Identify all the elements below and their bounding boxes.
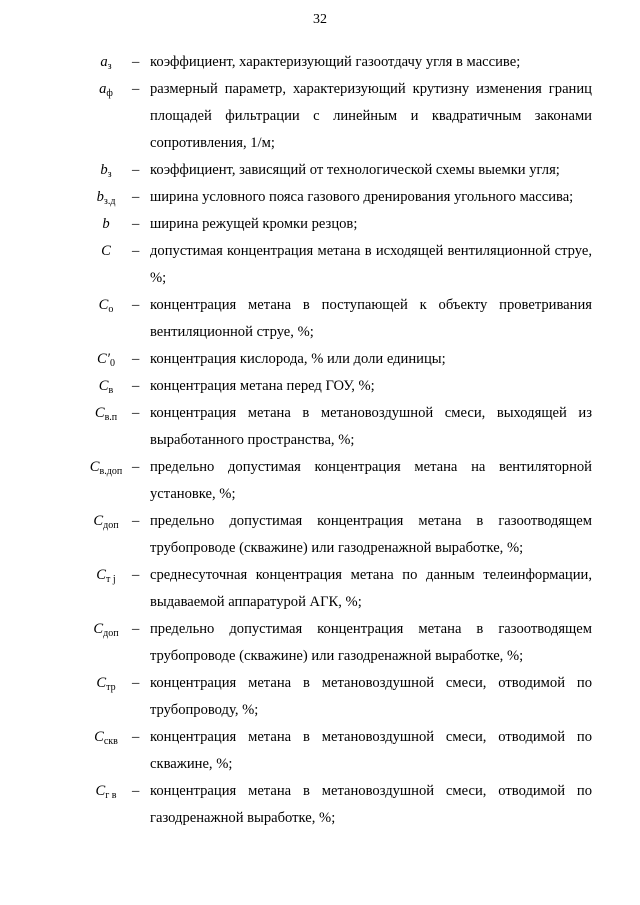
glossary-entry bbox=[0, 373, 640, 400]
entry-dash: – bbox=[132, 729, 140, 745]
page-number: 32 bbox=[313, 12, 327, 27]
entry-dash: – bbox=[132, 378, 140, 394]
entry-dash: – bbox=[132, 81, 140, 97]
entry-symbol: $a_ф$ bbox=[99, 81, 113, 99]
glossary-entry bbox=[0, 49, 640, 76]
entry-symbol: $C_{скв}$ bbox=[94, 729, 118, 747]
glossary-entry bbox=[0, 724, 640, 778]
glossary-entry bbox=[0, 211, 640, 238]
glossary-entry bbox=[0, 670, 640, 724]
glossary-entry bbox=[0, 238, 640, 292]
entry-symbol: $C_{доп}$ bbox=[93, 621, 119, 639]
glossary-entry bbox=[0, 292, 640, 346]
entry-symbol: $b_з$ bbox=[100, 162, 112, 180]
glossary-entry bbox=[0, 616, 640, 670]
entry-symbol: $C_{доп}$ bbox=[93, 513, 119, 531]
entry-definition: концентрация метана в метановоздушной смеси, отводимой по скважине, %; bbox=[150, 729, 592, 772]
entry-dash: – bbox=[132, 783, 140, 799]
glossary-entry bbox=[0, 562, 640, 616]
entry-definition: предельно допустимая концентрация метана в газоотводящем трубопроводе (скважине) или газодренажной выработке, %; bbox=[150, 621, 592, 664]
entry-definition: предельно допустимая концентрация метана на вентиляторной установке, %; bbox=[150, 459, 592, 502]
entry-definition: предельно допустимая концентрация метана в газоотводящем трубопроводе (скважине) или газодренажной выработке, %; bbox=[150, 513, 592, 556]
glossary-entry bbox=[0, 508, 640, 562]
entry-dash: – bbox=[132, 351, 140, 367]
entry-dash: – bbox=[132, 513, 140, 529]
entry-dash: – bbox=[132, 675, 140, 691]
entry-definition: среднесуточная концентрация метана по данным телеинформации, выдаваемой аппаратурой АГК, %; bbox=[150, 567, 592, 610]
entry-symbol: $C_{г в}$ bbox=[95, 783, 117, 801]
entry-symbol: $C_в$ bbox=[98, 378, 114, 396]
entry-symbol: $a_з$ bbox=[100, 54, 112, 72]
glossary-entry bbox=[0, 454, 640, 508]
entry-dash: – bbox=[132, 54, 140, 70]
entry-symbol: $C_{в.доп}$ bbox=[89, 459, 123, 477]
entry-dash: – bbox=[132, 405, 140, 421]
entry-dash: – bbox=[132, 621, 140, 637]
glossary-entry bbox=[0, 778, 640, 832]
entry-definition: концентрация метана в метановоздушной смеси, отводимой по газодренажной выработке, %; bbox=[150, 783, 592, 826]
entry-definition: концентрация метана в метановоздушной смеси, отводимой по трубопроводу, %; bbox=[150, 675, 592, 718]
entry-definition: концентрация метана в метановоздушной смеси, выходящей из выработанного пространства, %; bbox=[150, 405, 592, 448]
entry-dash: – bbox=[132, 243, 140, 259]
entry-dash: – bbox=[132, 162, 140, 178]
entry-symbol: $C_{в.п}$ bbox=[94, 405, 118, 423]
entry-symbol: C bbox=[101, 243, 111, 259]
entry-definition: ширина условного пояса газового дренирования угольного массива; bbox=[150, 189, 574, 205]
glossary-entry bbox=[0, 346, 640, 373]
glossary-entry bbox=[0, 184, 640, 211]
entry-symbol: $C_{т j}$ bbox=[96, 567, 116, 585]
entry-dash: – bbox=[132, 459, 140, 475]
entry-definition: коэффициент, характеризующий газоотдачу угля в массиве; bbox=[150, 54, 521, 70]
entry-symbol: $C'_0$ bbox=[97, 351, 115, 369]
glossary-entry bbox=[0, 400, 640, 454]
entry-dash: – bbox=[132, 297, 140, 313]
entry-definition: концентрация кислорода, % или доли единицы; bbox=[150, 351, 446, 367]
entry-symbol: $C_о$ bbox=[98, 297, 114, 315]
entry-symbol: $C_{тр}$ bbox=[96, 675, 116, 693]
entry-definition: концентрация метана перед ГОУ, %; bbox=[150, 378, 375, 394]
entry-definition: коэффициент, зависящий от технологической схемы выемки угля; bbox=[150, 162, 560, 178]
entry-dash: – bbox=[132, 189, 140, 205]
entry-definition: концентрация метана в поступающей к объекту проветривания вентиляционной струе, %; bbox=[150, 297, 592, 340]
entry-definition: размерный параметр, характеризующий крутизну изменения границ площадей фильтрации с линейным и квадратичным законами сопротивления, 1/м; bbox=[150, 81, 592, 151]
entry-symbol: b bbox=[102, 216, 110, 232]
symbol-glossary bbox=[0, 49, 640, 832]
entry-symbol: $b_{з.д}$ bbox=[96, 189, 116, 207]
entry-dash: – bbox=[132, 567, 140, 583]
glossary-entry bbox=[0, 157, 640, 184]
entry-definition: ширина режущей кромки резцов; bbox=[150, 216, 358, 232]
glossary-entry bbox=[0, 76, 640, 157]
entry-dash: – bbox=[132, 216, 140, 232]
entry-definition: допустимая концентрация метана в исходящей вентиляционной струе, %; bbox=[150, 243, 592, 286]
